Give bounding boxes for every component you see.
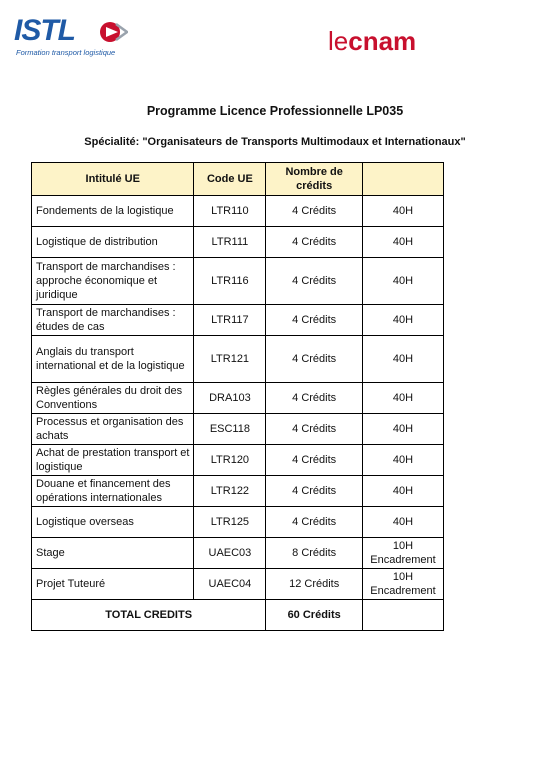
credits-cell: 12 Crédits [266,569,363,600]
total-value: 60 Crédits [266,600,363,631]
hours-cell: 40H [363,258,444,305]
table-row [32,305,444,336]
code-cell: LTR117 [194,305,266,336]
table-row [32,445,444,476]
credits-cell: 4 Crédits [266,507,363,538]
istl-tagline: Formation transport logistique [16,48,116,57]
cnam-logo-le: le [328,26,349,56]
hours-cell: 10H Encadrement [363,569,444,600]
total-row [32,600,444,631]
specialite-subtitle: Spécialité: "Organisateurs de Transports Multimodaux et Internationaux" [84,136,466,148]
ue-cell: Achat de prestation transport et logistique [32,445,194,476]
program-table [31,162,444,631]
table-row [32,196,444,227]
code-cell: DRA103 [194,383,266,414]
ue-cell: Transport de marchandises : études de cas [32,305,194,336]
hours-cell: 40H [363,507,444,538]
hours-cell: 40H [363,414,444,445]
ue-cell: Projet Tuteuré [32,569,194,600]
ue-cell: Fondements de la logistique [32,196,194,227]
credits-cell: 8 Crédits [266,538,363,569]
credits-cell: 4 Crédits [266,305,363,336]
page-title: Programme Licence Professionnelle LP035 [146,104,404,118]
table-header-row [32,163,444,196]
header-code: Code UE [194,163,266,196]
code-cell: LTR111 [194,227,266,258]
code-cell: LTR116 [194,258,266,305]
code-cell: UAEC03 [194,538,266,569]
hours-cell: 40H [363,227,444,258]
hours-cell: 40H [363,305,444,336]
cnam-logo [328,26,416,56]
header-credits: Nombre de crédits [266,163,363,196]
credits-cell: 4 Crédits [266,476,363,507]
table-row [32,569,444,600]
table-row [32,258,444,305]
table-row [32,476,444,507]
ue-cell: Anglais du transport international et de la logistique [32,336,194,383]
istl-logo [14,14,134,58]
credits-cell: 4 Crédits [266,383,363,414]
code-cell: ESC118 [194,414,266,445]
credits-cell: 4 Crédits [266,414,363,445]
credits-cell: 4 Crédits [266,336,363,383]
header-intitule: Intitulé UE [32,163,194,196]
ue-cell: Logistique overseas [32,507,194,538]
table-row [32,507,444,538]
hours-cell: 40H [363,476,444,507]
table-row [32,414,444,445]
ue-cell: Logistique de distribution [32,227,194,258]
ue-cell: Processus et organisation des achats [32,414,194,445]
code-cell: LTR110 [194,196,266,227]
hours-cell: 40H [363,445,444,476]
total-empty-cell [363,600,444,631]
ue-cell: Règles générales du droit des Conventions [32,383,194,414]
ue-cell: Stage [32,538,194,569]
code-cell: LTR125 [194,507,266,538]
cnam-logo-cnam: cnam [348,26,417,56]
hours-cell: 40H [363,383,444,414]
hours-cell: 40H [363,336,444,383]
ue-cell: Douane et financement des opérations internationales [32,476,194,507]
code-cell: LTR122 [194,476,266,507]
table-row [32,227,444,258]
code-cell: LTR121 [194,336,266,383]
table-row [32,383,444,414]
hours-cell: 10H Encadrement [363,538,444,569]
hours-cell: 40H [363,196,444,227]
credits-cell: 4 Crédits [266,445,363,476]
header-hours [363,163,444,196]
credits-cell: 4 Crédits [266,196,363,227]
credits-cell: 4 Crédits [266,227,363,258]
code-cell: UAEC04 [194,569,266,600]
istl-logo-text: ISTL [14,14,75,47]
total-label: TOTAL CREDITS [32,600,266,631]
ue-cell: Transport de marchandises : approche économique et juridique [32,258,194,305]
credits-cell: 4 Crédits [266,258,363,305]
table-row [32,336,444,383]
code-cell: LTR120 [194,445,266,476]
istl-arrow-icon [98,20,128,44]
table-row [32,538,444,569]
